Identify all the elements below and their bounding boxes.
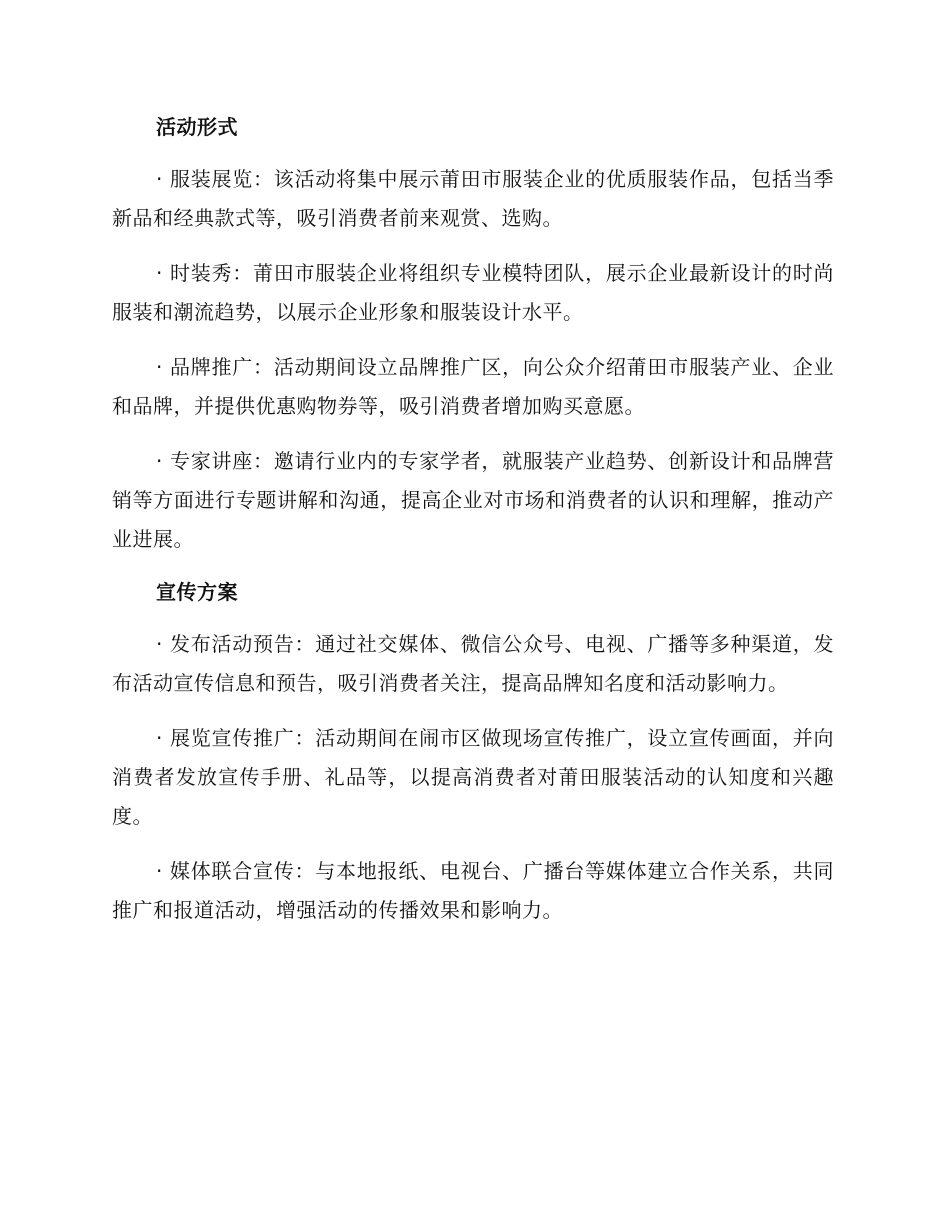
paragraph-expert-lecture: · 专家讲座：邀请行业内的专家学者，就服装产业趋势、创新设计和品牌营销等方面进行专题讲解和沟通，提高企业对市场和消费者的认识和理解，推动产业进展。: [112, 449, 834, 551]
section-heading-publicity-plan: 宣传方案: [156, 580, 238, 604]
paragraph-brand-promotion: · 品牌推广：活动期间设立品牌推广区，向公众介绍莆田市服装产业、企业和品牌，并提供优惠购物券等，吸引消费者增加购买意愿。: [112, 355, 834, 418]
paragraph-exhibition-promotion: · 展览宣传推广：活动期间在闹市区做现场宣传推广，设立宣传画面，并向消费者发放宣传手册、礼品等，以提高消费者对莆田服装活动的认知度和兴趣度。: [112, 726, 834, 828]
document-content: [112, 110, 834, 946]
paragraph-fashion-show: · 时装秀：莆田市服装企业将组织专业模特团队，展示企业最新设计的时尚服装和潮流趋势，以展示企业形象和服装设计水平。: [112, 261, 834, 324]
section-heading-activity-format: 活动形式: [156, 115, 238, 139]
paragraph-media-joint-publicity: · 媒体联合宣传：与本地报纸、电视台、广播台等媒体建立合作关系，共同推广和报道活动，增强活动的传播效果和影响力。: [112, 859, 834, 922]
paragraph-clothing-exhibition: · 服装展览：该活动将集中展示莆田市服装企业的优质服装作品，包括当季新品和经典款式等，吸引消费者前来观赏、选购。: [112, 167, 834, 230]
paragraph-event-announcement: · 发布活动预告：通过社交媒体、微信公众号、电视、广播等多种渠道，发布活动宣传信息和预告，吸引消费者关注，提高品牌知名度和活动影响力。: [112, 632, 834, 695]
